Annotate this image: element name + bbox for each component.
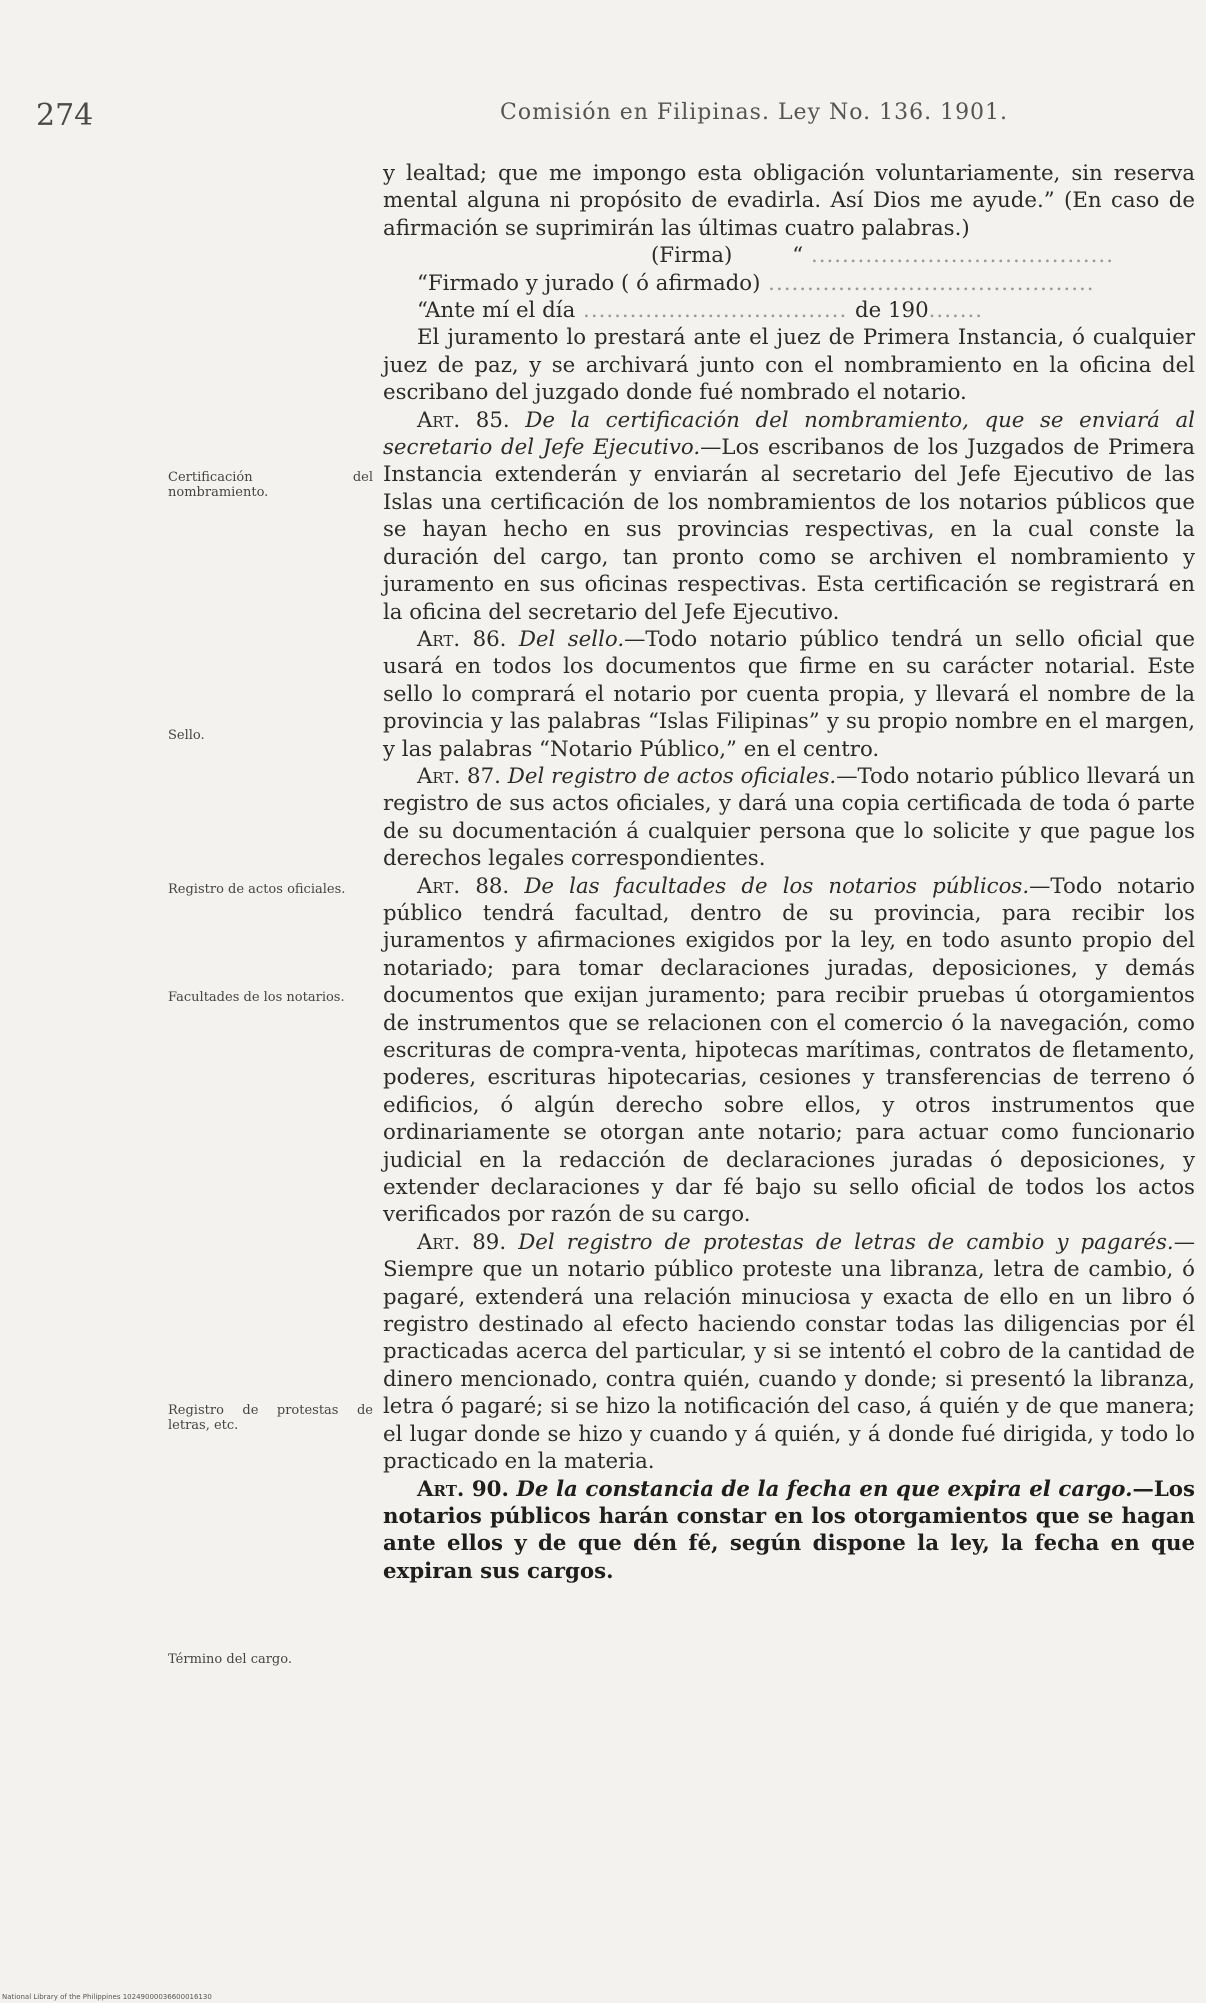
- article-title: De las facultades de los notarios públicos.: [524, 873, 1030, 899]
- before-me-label: “Ante mí el día: [417, 298, 576, 324]
- article-90: [383, 1476, 1195, 1586]
- running-head: Comisión en Filipinas. Ley No. 136. 1901.: [500, 100, 1009, 125]
- article-title: Del sello.: [518, 626, 625, 652]
- article-title: Del registro de protestas de letras de cambio y pagarés.: [518, 1229, 1174, 1255]
- margin-note-art-86: Sello.: [168, 728, 205, 743]
- firma-label: (Firma): [651, 243, 733, 269]
- year-label: de 190: [855, 298, 929, 324]
- firma-line: (Firma) “ .......................................: [651, 243, 1114, 269]
- article-label: Art. 89.: [417, 1229, 507, 1255]
- article-label: Art. 90.: [417, 1476, 509, 1502]
- body-text: [383, 160, 1195, 1585]
- article-label: Art. 87.: [417, 763, 501, 789]
- article-label: Art. 88.: [417, 873, 510, 899]
- article-89: [383, 1229, 1195, 1476]
- signed-sworn-line: “Firmado y jurado ( ó afirmado) ..........................................: [417, 270, 1095, 296]
- margin-note-art-88: Facultades de los notarios.: [168, 990, 345, 1005]
- margin-note-art-85: Certificación del nombramiento.: [168, 470, 373, 500]
- firma-open-quote: “: [792, 243, 804, 269]
- article-text: —Los notarios públicos harán constar en los otorgamientos que se hagan ante ellos y de que dén fé, según dispone la ley, la fecha en que expiran sus cargos.: [383, 1476, 1195, 1584]
- article-title: De la certificación del nombramiento, que se enviará al secretario del Jefe Ejecutivo.: [383, 407, 1195, 461]
- before-me-line: “Ante mí el día .................................. de 190.......: [417, 298, 984, 324]
- oath-continuation: y lealtad; que me impongo esta obligación voluntariamente, sin reserva mental alguna ni propósito de evadirla. Así Dios me ayude.” (En caso de afirmación se suprimirán las últimas cuatro palabras.): [383, 161, 1195, 241]
- article-text: —Todo notario público tendrá un sello oficial que usará en todos los documentos que firme en su carácter notarial. Este sello lo comprará el notario por cuenta propia, y llevará el nombre de la provincia y las palabras “Islas Filipinas” y su propio nombre en el margen, y las palabras “Notario Público,” en el centro.: [383, 626, 1195, 762]
- page-number: 274: [36, 98, 94, 133]
- signed-sworn-label: “Firmado y jurado ( ó afirmado): [417, 270, 761, 296]
- article-text: —Todo notario público llevará un registro de sus actos oficiales, y dará una copia certificada de toda ó parte de su documentación á cualquier persona que lo solicite y que pague los derechos legales correspondientes.: [383, 763, 1195, 872]
- article-text: —Los escribanos de los Juzgados de Primera Instancia extenderán y enviarán al secretario del Jefe Ejecutivo de las Islas una certificación de los nombramientos de los notarios públicos que se hayan hecho en sus provincias respectivas, en la cual conste la duración del cargo, tan pronto como se archiven el nombramiento y juramento en sus oficinas respectivas. Esta certificación se registrará en la oficina del secretario del Jefe Ejecutivo.: [383, 435, 1196, 625]
- article-label: Art. 86.: [417, 626, 507, 652]
- margin-note-art-89: Registro de protestas de letras, etc.: [168, 1403, 373, 1433]
- article-87: [383, 763, 1195, 873]
- article-85: [383, 407, 1195, 626]
- article-text: —Siempre que un notario público proteste una libranza, letra de cambio, ó pagaré, extenderá una relación minuciosa y exacta de ello en un libro ó registro destinado al efecto haciendo constar todas las diligencias por él practicadas acerca del particular, y si se intentó el cobro de la cantidad de dinero mencionado, contra quién, cuando y donde; si presentó la libranza, letra ó pagaré; si se hizo la notificación del caso, á quién y de que manera; el lugar donde se hizo y cuando y á quién, y á donde fué dirigida, y todo lo practicado en la materia.: [383, 1229, 1195, 1475]
- article-88: [383, 873, 1195, 1229]
- article-text: —Todo notario público tendrá facultad, dentro de su provincia, para recibir los juramentos y afirmaciones exigidos por la ley, en todo asunto propio del notariado; para tomar declaraciones juradas, deposiciones, y demás documentos que exijan juramento; para recibir pruebas ú otorgamientos de instrumentos que se relacionen con el comercio ó la navegación, como escrituras de compra-venta, hipotecas marítimas, contratos de fletamento, poderes, escrituras hipotecarias, cesiones y transferencias de terreno ó edificios, ó algún derecho sobre ellos, y otros instrumentos que ordinariamente se otorgan ante notario; para actuar como funcionario judicial en la redacción de declaraciones juradas ó deposiciones, y extender declaraciones y dar fé bajo su sello oficial de todos los actos verificados por razón de su cargo.: [383, 873, 1195, 1228]
- oath-paragraph: El juramento lo prestará ante el juez de Primera Instancia, ó cualquier juez de paz, y se archivará junto con el nombramiento en la oficina del escribano del juzgado donde fué nombrado el notario.: [383, 325, 1195, 406]
- scan-footer: National Library of the Philippines 10249000036600016130: [2, 1993, 212, 2001]
- article-title: De la constancia de la fecha en que expira el cargo.: [516, 1476, 1133, 1502]
- margin-note-art-90: Término del cargo.: [168, 1652, 292, 1667]
- article-86: [383, 626, 1195, 763]
- article-title: Del registro de actos oficiales.: [507, 763, 837, 789]
- margin-note-art-87: Registro de actos oficiales.: [168, 882, 346, 897]
- article-label: Art. 85.: [417, 407, 510, 433]
